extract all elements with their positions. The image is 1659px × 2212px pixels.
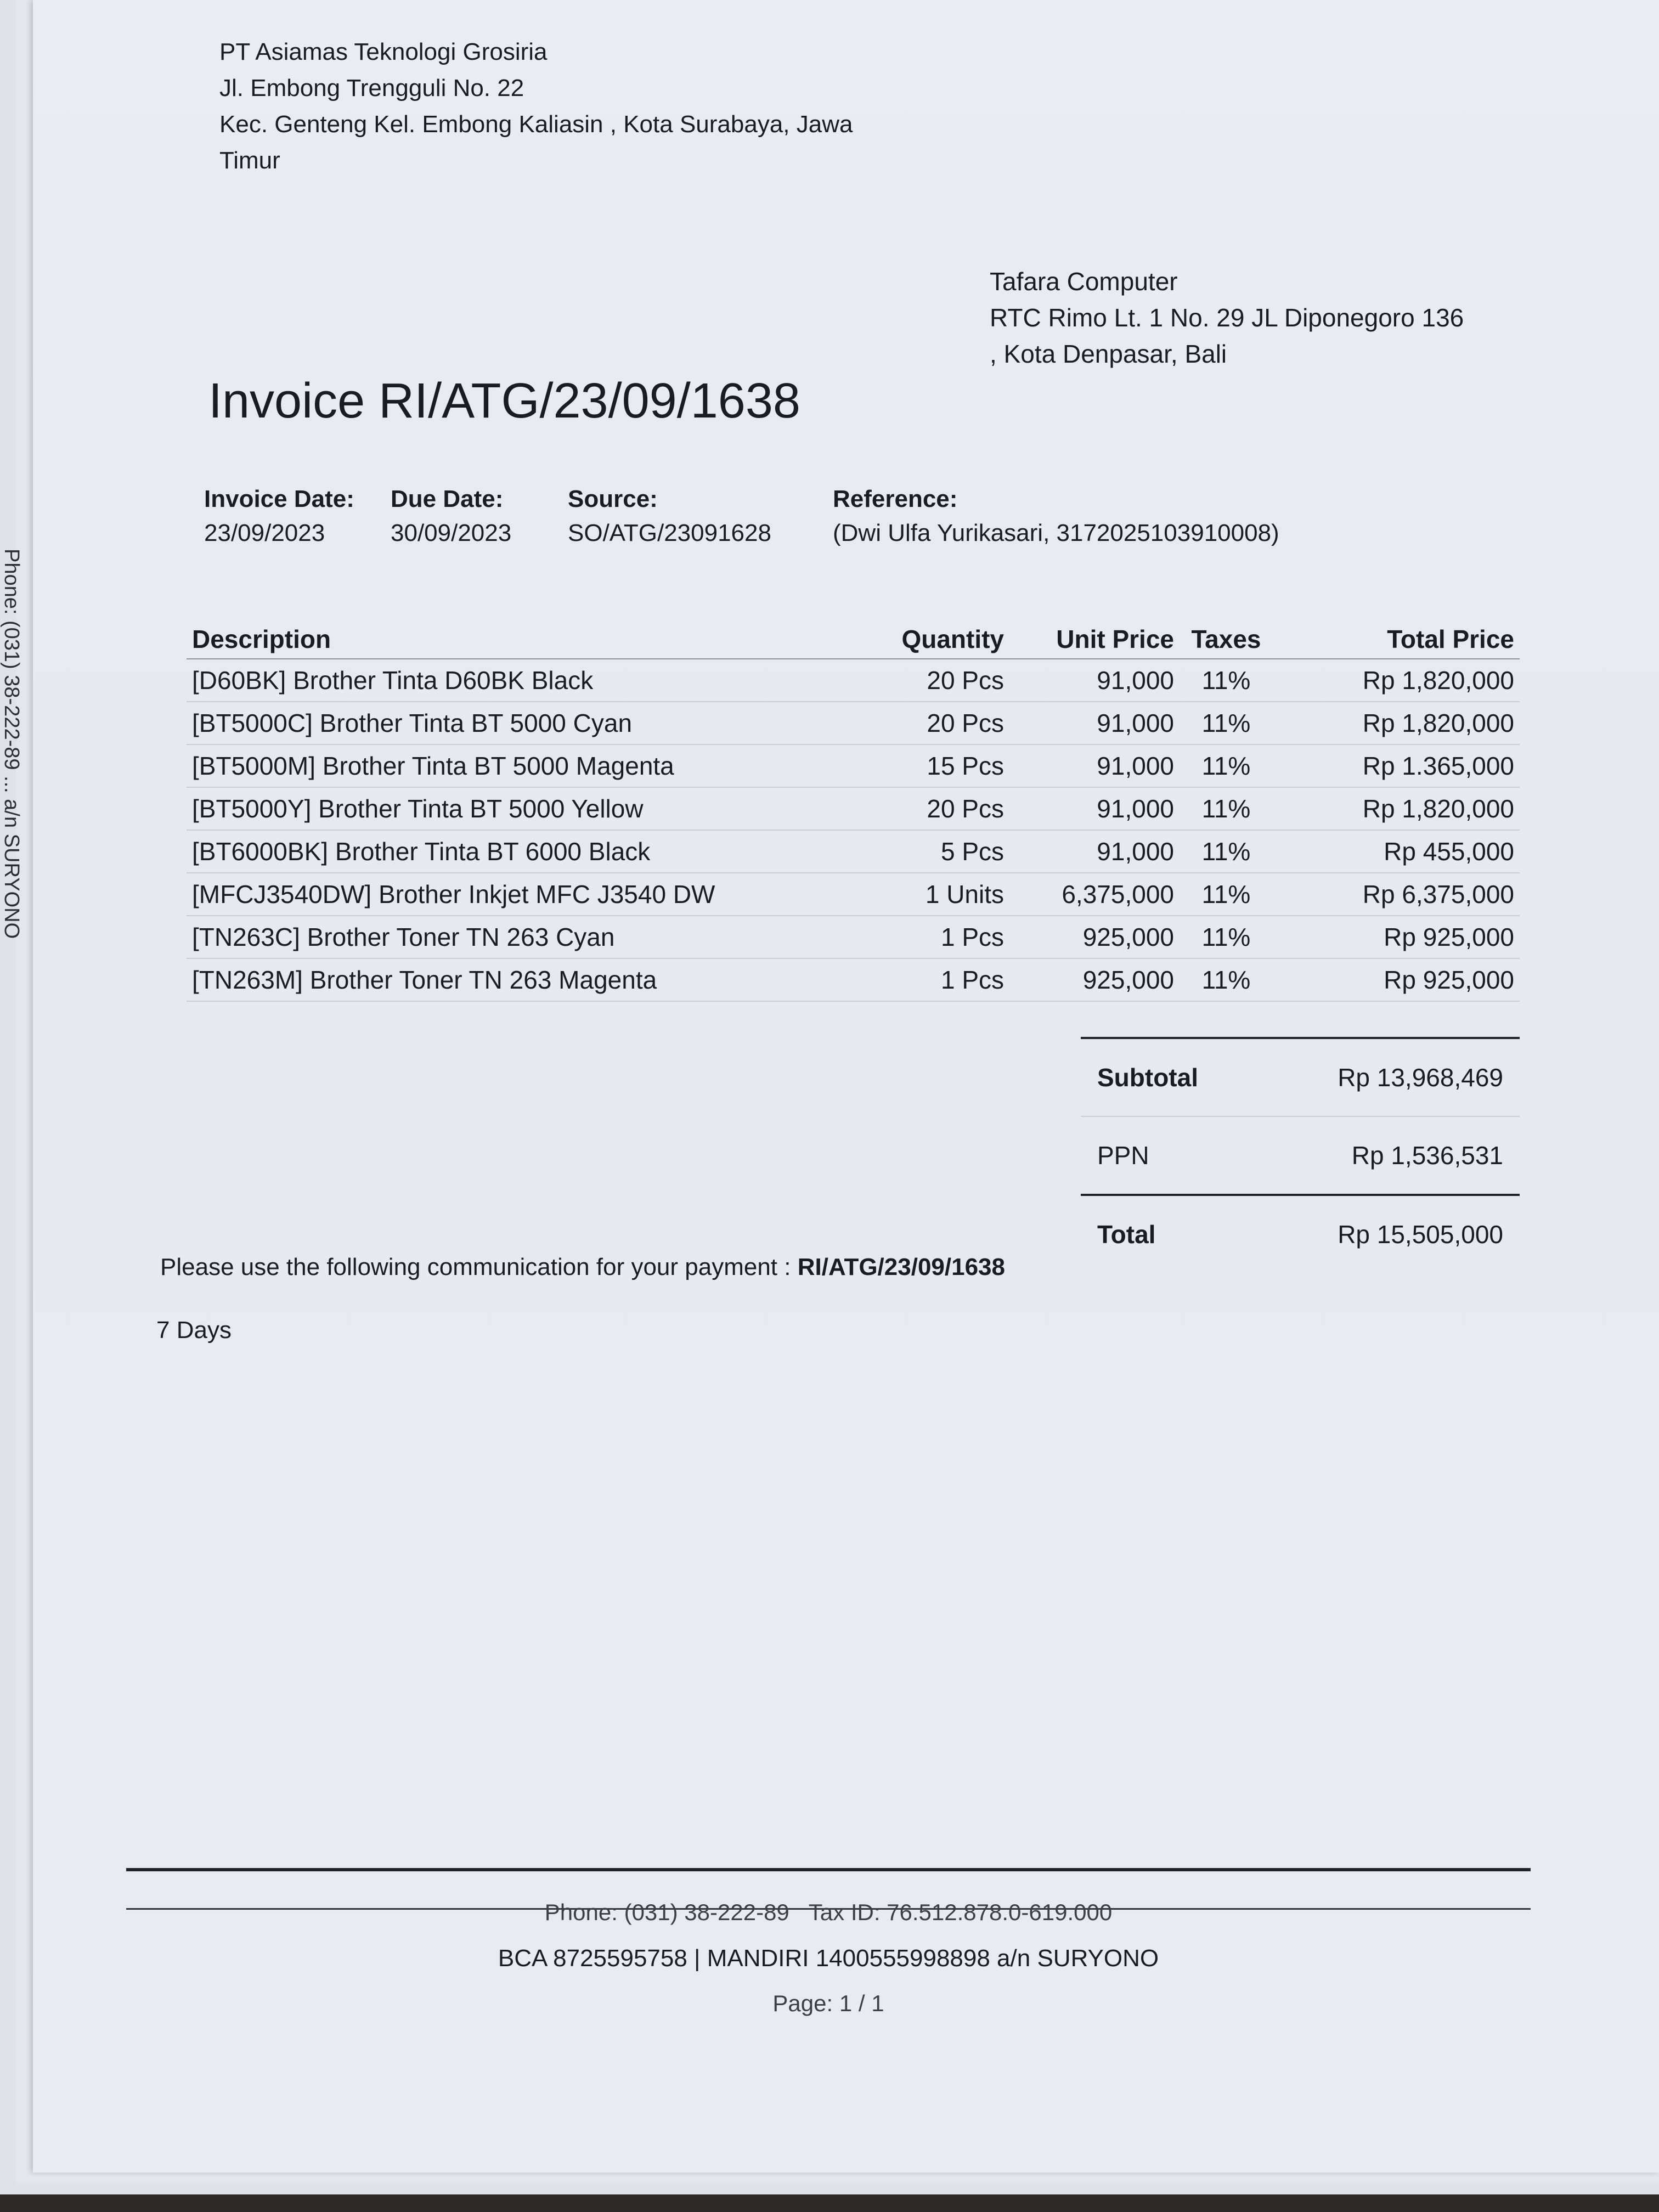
payment-communication-ref: RI/ATG/23/09/1638 <box>797 1254 1005 1280</box>
column-header-taxes: Taxes <box>1180 620 1273 659</box>
recipient-address <box>990 263 1464 372</box>
cell-quantity: 1 Units <box>856 873 1009 916</box>
cell-unit-price: 91,000 <box>1009 702 1180 744</box>
cell-description: [BT6000BK] Brother Tinta BT 6000 Black <box>187 830 856 873</box>
invoice-date-label: Invoice Date: <box>204 486 354 512</box>
source-label: Source: <box>568 486 658 512</box>
cell-description: [BT5000C] Brother Tinta BT 5000 Cyan <box>187 702 856 744</box>
cell-total-price: Rp 6,375,000 <box>1273 873 1520 916</box>
total-label: Total <box>1097 1220 1156 1249</box>
cell-taxes: 11% <box>1180 702 1273 744</box>
cell-quantity: 5 Pcs <box>856 830 1009 873</box>
footer-contact <box>126 1899 1531 1926</box>
table-row <box>187 830 1520 873</box>
recipient-address-line: RTC Rimo Lt. 1 No. 29 JL Diponegoro 136 <box>990 303 1464 332</box>
column-header-description: Description <box>187 620 856 659</box>
cell-taxes: 11% <box>1180 744 1273 787</box>
sender-address-line: Jl. Embong Trengguli No. 22 <box>219 75 524 101</box>
cell-quantity: 15 Pcs <box>856 744 1009 787</box>
cell-description: [BT5000M] Brother Tinta BT 5000 Magenta <box>187 744 856 787</box>
sender-address-line: Timur <box>219 147 280 174</box>
cell-taxes: 11% <box>1180 873 1273 916</box>
underlying-page-edge <box>0 549 33 1207</box>
cell-taxes: 11% <box>1180 916 1273 958</box>
cell-total-price: Rp 1,820,000 <box>1273 659 1520 702</box>
table-row <box>187 659 1520 702</box>
table-row <box>187 958 1520 1001</box>
invoice-date-value: 23/09/2023 <box>204 520 325 546</box>
reference-block <box>833 486 1279 547</box>
table-row <box>187 702 1520 744</box>
cell-unit-price: 6,375,000 <box>1009 873 1180 916</box>
cell-taxes: 11% <box>1180 830 1273 873</box>
payment-communication-text: Please use the following communication for your payment : <box>160 1254 791 1280</box>
cell-unit-price: 925,000 <box>1009 958 1180 1001</box>
due-date-block <box>391 486 511 547</box>
subtotal-value: Rp 13,968,469 <box>1338 1063 1503 1092</box>
subtotal-label: Subtotal <box>1097 1063 1198 1092</box>
cell-unit-price: 91,000 <box>1009 744 1180 787</box>
recipient-name: Tafara Computer <box>990 267 1178 296</box>
cell-total-price: Rp 1,820,000 <box>1273 787 1520 830</box>
cell-taxes: 11% <box>1180 659 1273 702</box>
table-row <box>187 916 1520 958</box>
payment-communication <box>160 1254 1005 1281</box>
cell-total-price: Rp 925,000 <box>1273 958 1520 1001</box>
invoice-date-block <box>204 486 354 547</box>
footer-divider <box>126 1868 1531 1871</box>
table-row <box>187 787 1520 830</box>
cell-quantity: 20 Pcs <box>856 702 1009 744</box>
cell-taxes: 11% <box>1180 958 1273 1001</box>
cell-unit-price: 91,000 <box>1009 787 1180 830</box>
ppn-value: Rp 1,536,531 <box>1351 1141 1503 1170</box>
cell-description: [BT5000Y] Brother Tinta BT 5000 Yellow <box>187 787 856 830</box>
column-header-quantity: Quantity <box>856 620 1009 659</box>
source-value: SO/ATG/23091628 <box>568 520 771 546</box>
source-block <box>568 486 771 547</box>
table-row <box>187 744 1520 787</box>
due-date-label: Due Date: <box>391 486 504 512</box>
cell-quantity: 1 Pcs <box>856 916 1009 958</box>
cell-description: [TN263M] Brother Toner TN 263 Magenta <box>187 958 856 1001</box>
sender-address-line: Kec. Genteng Kel. Embong Kaliasin , Kota Surabaya, Jawa <box>219 111 853 138</box>
ppn-row <box>1081 1116 1520 1194</box>
cell-description: [TN263C] Brother Toner TN 263 Cyan <box>187 916 856 958</box>
payment-terms: 7 Days <box>156 1317 232 1344</box>
underlying-page-text: Phone: (031) 38-222-89 ... a/n SURYONO <box>0 549 23 939</box>
footer-phone: Phone: (031) 38-222-89 <box>544 1899 789 1925</box>
footer-bank: BCA 8725595758 | MANDIRI 1400555998898 a/n SURYONO <box>498 1945 1159 1972</box>
cell-quantity: 20 Pcs <box>856 659 1009 702</box>
footer-tax-id: Tax ID: 76.512.878.0-619.000 <box>808 1899 1113 1925</box>
totals-block <box>1081 1037 1520 1273</box>
sender-name: PT Asiamas Teknologi Grosiria <box>219 38 548 65</box>
cell-unit-price: 91,000 <box>1009 659 1180 702</box>
due-date-value: 30/09/2023 <box>391 520 512 546</box>
cell-description: [MFCJ3540DW] Brother Inkjet MFC J3540 DW <box>187 873 856 916</box>
column-header-total-price: Total Price <box>1273 620 1520 659</box>
cell-quantity: 20 Pcs <box>856 787 1009 830</box>
cell-total-price: Rp 925,000 <box>1273 916 1520 958</box>
column-header-unit-price: Unit Price <box>1009 620 1180 659</box>
invoice-sheet <box>33 0 1659 2172</box>
cell-taxes: 11% <box>1180 787 1273 830</box>
total-value: Rp 15,505,000 <box>1338 1220 1503 1249</box>
cell-quantity: 1 Pcs <box>856 958 1009 1001</box>
cell-total-price: Rp 455,000 <box>1273 830 1520 873</box>
ppn-label: PPN <box>1097 1141 1149 1170</box>
invoice-title: Invoice RI/ATG/23/09/1638 <box>208 374 800 428</box>
total-row <box>1081 1194 1520 1273</box>
table-row <box>187 873 1520 916</box>
reference-value: (Dwi Ulfa Yurikasari, 3172025103910008) <box>833 520 1279 546</box>
cell-unit-price: 91,000 <box>1009 830 1180 873</box>
table-header-row <box>187 620 1520 659</box>
sender-address <box>219 34 853 179</box>
subtotal-row <box>1081 1037 1520 1116</box>
footer-page-number: Page: 1 / 1 <box>772 1990 884 2016</box>
reference-label: Reference: <box>833 486 958 512</box>
recipient-address-line: , Kota Denpasar, Bali <box>990 340 1227 368</box>
invoice-lines-table <box>187 620 1520 1002</box>
cell-total-price: Rp 1.365,000 <box>1273 744 1520 787</box>
cell-unit-price: 925,000 <box>1009 916 1180 958</box>
cell-description: [D60BK] Brother Tinta D60BK Black <box>187 659 856 702</box>
cell-total-price: Rp 1,820,000 <box>1273 702 1520 744</box>
